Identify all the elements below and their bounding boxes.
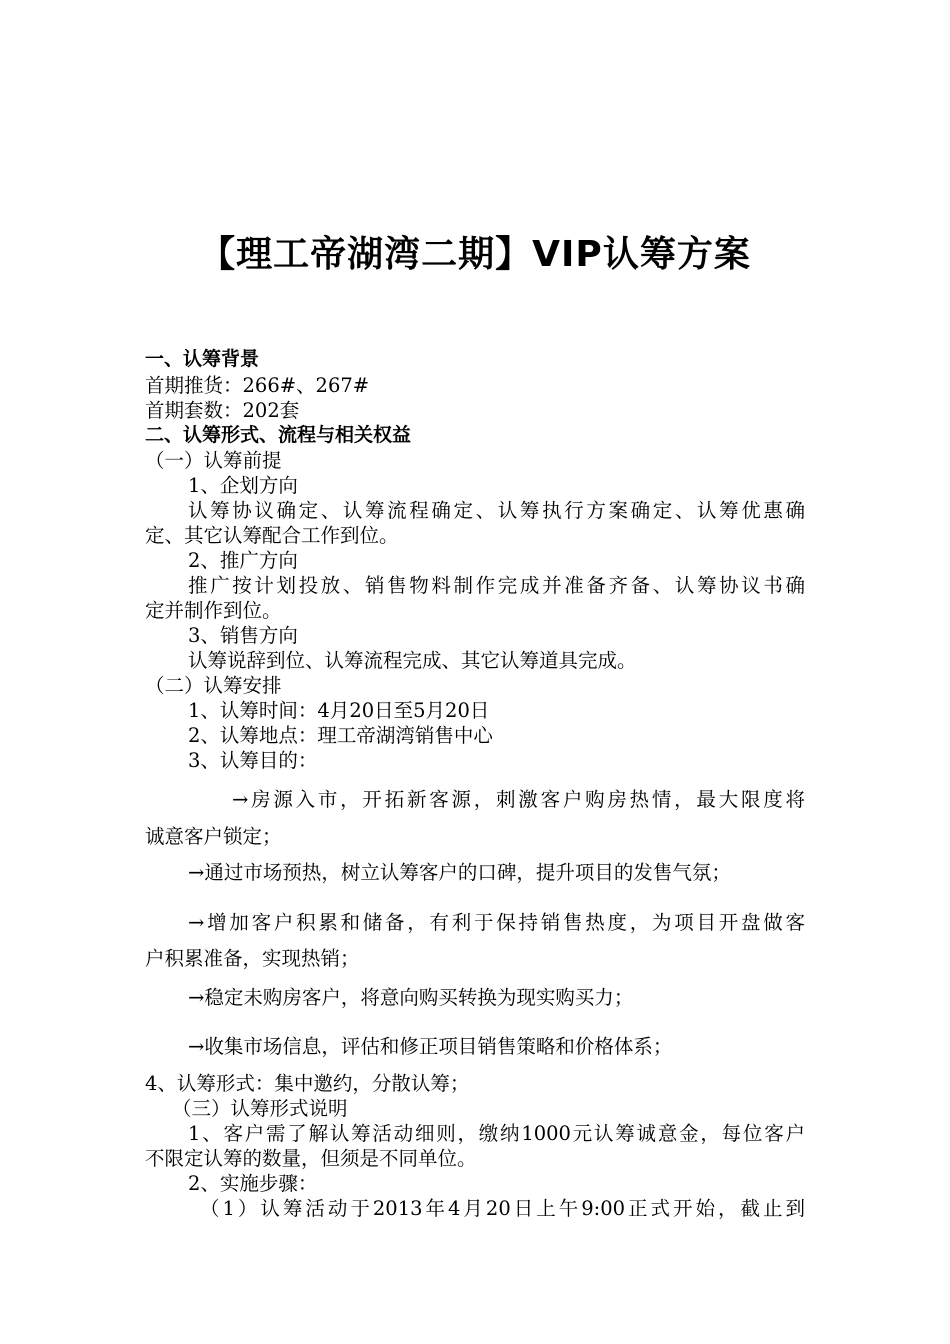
document-title: 【理工帝湖湾二期】VIP认筹方案 bbox=[199, 234, 751, 275]
paragraph-line: 1、认筹时间：4月20日至5月20日 bbox=[188, 699, 490, 722]
item-heading: 3、销售方向 bbox=[188, 624, 298, 647]
item-heading: 1、企划方向 bbox=[188, 474, 298, 497]
paragraph-line: 推广按计划投放、销售物料制作完成并准备齐备、认筹协议书确 bbox=[188, 574, 805, 597]
bullet-line: →房源入市，开拓新客源，刺激客户购房热情，最大限度将 bbox=[232, 788, 805, 811]
bullet-line: →增加客户积累和储备，有利于保持销售热度，为项目开盘做客 bbox=[188, 911, 805, 934]
paragraph-line: 不限定认筹的数量，但须是不同单位。 bbox=[145, 1147, 477, 1170]
subsection-heading: （一）认筹前提 bbox=[145, 449, 282, 472]
item-heading: 2、推广方向 bbox=[188, 549, 298, 572]
bullet-line: →通过市场预热，树立认筹客户的口碑，提升项目的发售气氛； bbox=[188, 861, 731, 884]
subsection-heading: （二）认筹安排 bbox=[145, 674, 282, 697]
paragraph-line: 定、其它认筹配合工作到位。 bbox=[145, 524, 399, 547]
paragraph-line: 首期套数：202套 bbox=[145, 399, 300, 422]
section-heading: 二、认筹形式、流程与相关权益 bbox=[145, 424, 412, 446]
paragraph-line: 户积累准备，实现热销； bbox=[145, 947, 360, 970]
subsection-heading: （三）认筹形式说明 bbox=[172, 1097, 348, 1120]
paragraph-line: 2、认筹地点：理工帝湖湾销售中心 bbox=[188, 724, 493, 747]
paragraph-line: （1）认筹活动于2013年4月20日上午9:00正式开始，截止到 bbox=[200, 1197, 805, 1220]
paragraph-line: 认筹协议确定、认筹流程确定、认筹执行方案确定、认筹优惠确 bbox=[188, 499, 805, 522]
item-heading: 3、认筹目的： bbox=[188, 749, 318, 772]
paragraph-line: 定并制作到位。 bbox=[145, 599, 282, 622]
item-heading: 2、实施步骤： bbox=[188, 1172, 318, 1195]
section-heading: 一、认筹背景 bbox=[145, 348, 260, 370]
bullet-line: →收集市场信息，评估和修正项目销售策略和价格体系； bbox=[188, 1035, 673, 1058]
paragraph-line: 首期推货：266#、267# bbox=[145, 374, 370, 397]
paragraph-line: 诚意客户锁定； bbox=[145, 825, 282, 848]
paragraph-line: 认筹说辞到位、认筹流程完成、其它认筹道具完成。 bbox=[188, 649, 637, 672]
paragraph-line: 4、认筹形式：集中邀约，分散认筹； bbox=[145, 1072, 470, 1095]
bullet-line: →稳定未购房客户，将意向购买转换为现实购买力； bbox=[188, 986, 634, 1009]
paragraph-line: 1、客户需了解认筹活动细则，缴纳1000元认筹诚意金，每位客户 bbox=[188, 1122, 805, 1145]
